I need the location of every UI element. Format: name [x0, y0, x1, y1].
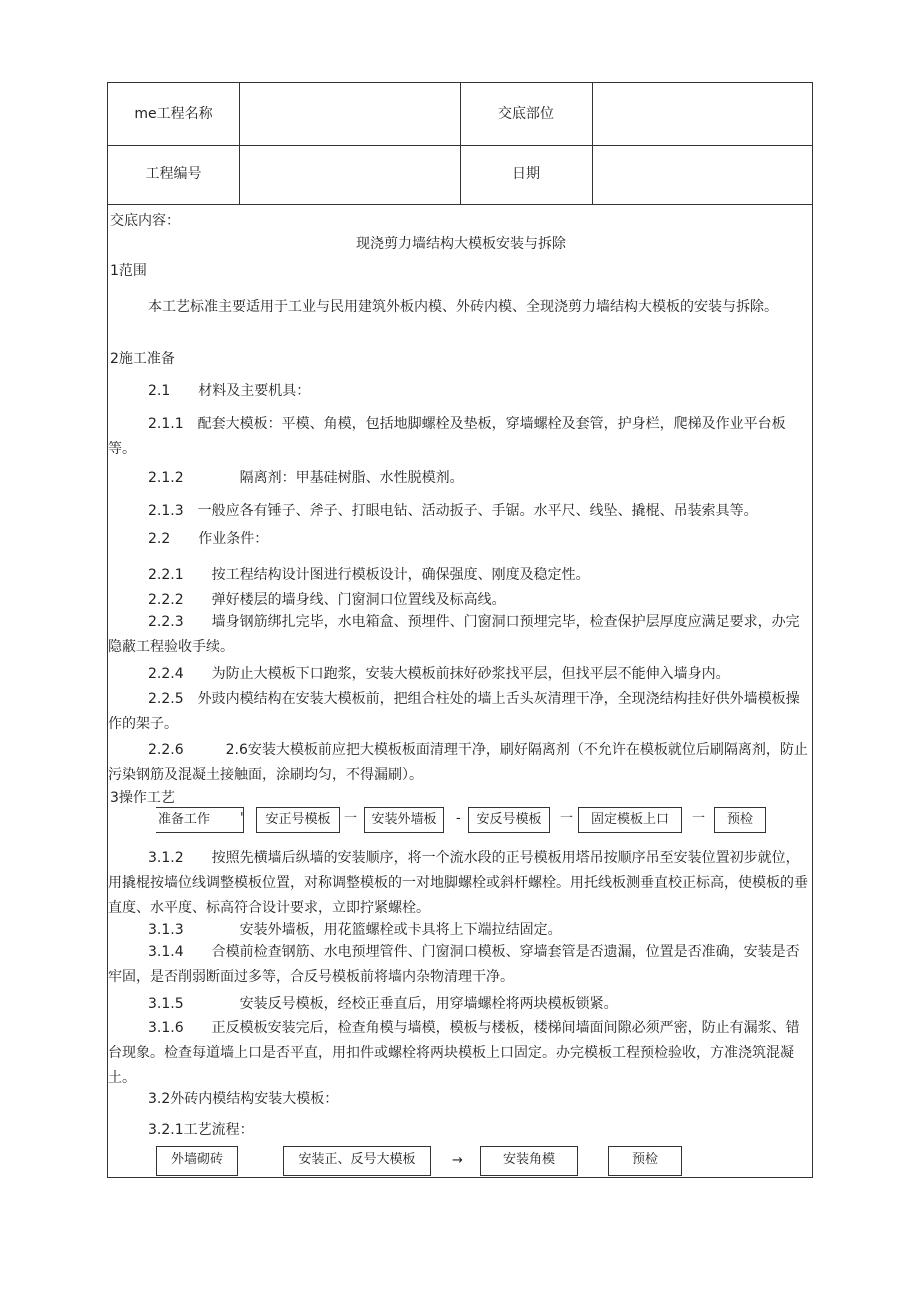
section-2-2: 2.2 作业条件：: [148, 531, 269, 547]
project-name-label: me工程名称: [134, 106, 213, 122]
section-1-text: 本工艺标准主要适用于工业与民用建筑外板内模、外砖内模、全现浇剪力墙结构大模板的安装与拆除。: [148, 299, 778, 315]
flow2-step-install-molds: 安装正、反号大模板: [283, 1146, 431, 1176]
content-label: 交底内容：: [110, 213, 180, 229]
flow-step-fix-top: 固定模板上口: [578, 807, 682, 833]
column-divider: [460, 83, 461, 204]
flow-arrow: →: [452, 1153, 463, 1168]
section-2-1: 2.1 材料及主要机具：: [148, 383, 311, 399]
section-3-1-5: 3.1.5 安装反号模板，经校正垂直后，用穿墙螺栓将两块模板锁紧。: [148, 996, 618, 1012]
section-3-1-4: 3.1.4 合模前检查钢筋、水电预埋管件、门窗洞口模板、穿墙套管是否遗漏，位置是否准确，安装是否牢固，是否削弱断面过多等，合反号模板前将墙内杂物清理干净。: [108, 944, 800, 985]
section-3-2: 3.2外砖内模结构安装大模板：: [148, 1091, 339, 1107]
section-2-1-1: 2.1.1 配套大模板：平模、角模，包括地脚螺栓及垫板，穿墙螺栓及套管，护身栏，爬梯及作业平台板等。: [108, 416, 786, 457]
section-2-2-2: 2.2.2 弹好楼层的墙身线、门窗洞口位置线及标高线。: [148, 592, 506, 608]
flow-step-exterior-wall: 安装外墙板: [364, 807, 444, 833]
flow2-step-corner-mold: 安装角模: [480, 1146, 578, 1176]
section-3-1-6: 3.1.6 正反模板安装完后，检查角模与墙模，模板与楼板，楼梯间墙面间隙必须严密，防止有漏浆、错台现象。检查每道墙上口是否平直，用扣件或螺栓将两块模板上口固定。办完模板工程预检验收，方准浇筑混凝土。: [108, 1020, 800, 1086]
section-2-2-3: 2.2.3 墙身钢筋绑扎完毕，水电箱盒、预埋件、门窗洞口预埋完毕，检查保护层厚度应满足要求，办完隐蔽工程验收手续。: [108, 614, 800, 655]
flow-arrow: -: [456, 811, 461, 826]
section-3-1-3: 3.1.3 安装外墙板，用花篮螺栓或卡具将上下端拉结固定。: [148, 922, 562, 938]
flow-step-prepare: 准备工作: [156, 807, 244, 833]
section-2-2-5: 2.2.5 外豉内模结构在安装大模板前，把组合柱处的墙上舌头灰清理干净，全现浇结构挂好供外墙模板操作的架子。: [108, 691, 800, 732]
project-no-label: 工程编号: [145, 166, 202, 182]
flow-arrow: 一: [692, 811, 706, 826]
section-3-heading: 3操作工艺: [110, 790, 175, 806]
section-2-1-3: 2.1.3 一般应各有锤子、斧子、打眼电钻、活动扳子、手锯。水平尺、线坠、撬棍、吊装索具等。: [148, 503, 758, 519]
document-title: 现浇剪力墙结构大模板安装与拆除: [356, 236, 566, 252]
date-label: 日期: [512, 166, 540, 182]
flow-step-precheck: 预检: [714, 807, 766, 833]
section-2-2-1: 2.2.1 按工程结构设计图进行模板设计，确保强度、刚度及稳定性。: [148, 567, 590, 583]
section-3-1-2: 3.1.2 按照先横墙后纵墙的安装顺序，将一个流水段的正号模板用塔吊按顺序吊至安装位置初步就位，用撬棍按墙位线调整模板位置，对称调整模板的一对地脚螺栓或斜杆螺栓。用托线板测垂直校正标高，使模板的垂直度、水平度、标高符合设计要求，立即拧紧螺栓。: [108, 850, 808, 916]
section-3-2-1: 3.2.1工艺流程：: [148, 1122, 254, 1138]
section-1-heading: 1范围: [110, 263, 147, 279]
section-2-heading: 2施工准备: [110, 351, 175, 367]
flow2-step-brick: 外墙砌砖: [156, 1146, 238, 1176]
column-divider: [592, 83, 593, 204]
location-label: 交底部位: [498, 106, 554, 122]
column-divider: [239, 83, 240, 204]
flow-arrow: ': [240, 811, 244, 826]
section-2-2-4: 2.2.4 为防止大模板下口跑浆，安装大模板前抹好砂浆找平层，但找平层不能伸入墙身内。: [148, 666, 730, 682]
flow2-step-precheck: 预检: [608, 1146, 682, 1176]
row-divider: [108, 204, 812, 205]
flow-arrow: 一: [344, 811, 358, 826]
flow-step-reverse-mold: 安反号模板: [468, 807, 550, 833]
flow-step-front-mold: 安正号模板: [256, 807, 340, 833]
disclosure-form: [107, 82, 813, 1178]
flow-arrow: 一: [560, 811, 574, 826]
section-2-2-6: 2.2.6 2.6安装大模板前应把大模板板面清理干净，刷好隔离剂（不允许在模板就位后刷隔离剂，防止污染钢筋及混凝土接触面，涂刷均匀，不得漏刷）。: [108, 742, 808, 783]
section-2-1-2: 2.1.2 隔离剂：甲基硅树脂、水性脱模剂。: [148, 470, 464, 486]
